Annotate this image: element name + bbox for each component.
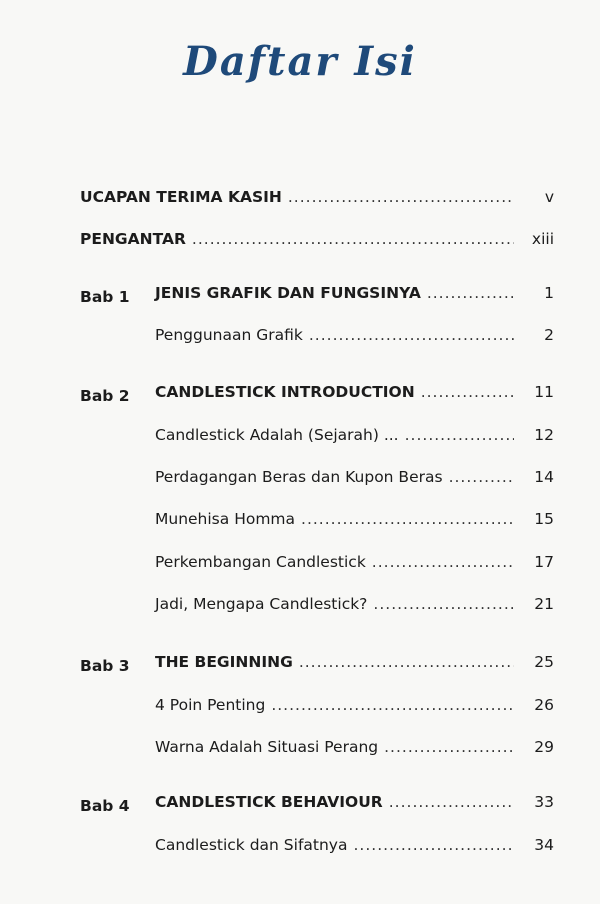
entry-page: 21	[534, 595, 554, 613]
toc-entry-chapter[interactable]	[155, 284, 554, 310]
dot-leader	[449, 468, 514, 486]
toc-entry-section[interactable]	[155, 738, 554, 764]
toc-entry-section[interactable]	[155, 426, 554, 452]
toc-entry-section[interactable]	[155, 510, 554, 536]
dot-leader	[427, 284, 514, 302]
entry-page: xiii	[531, 230, 554, 248]
dot-leader	[271, 696, 514, 714]
dot-leader	[299, 653, 514, 671]
dot-leader	[301, 510, 514, 528]
toc-entry-section[interactable]	[155, 696, 554, 722]
toc-entry-chapter[interactable]	[155, 383, 554, 409]
entry-page: 26	[534, 696, 554, 714]
entry-label: Munehisa Homma	[155, 510, 296, 528]
dot-leader	[353, 836, 514, 854]
toc-entry-chapter[interactable]	[155, 653, 554, 679]
entry-label: PENGANTAR	[80, 230, 186, 248]
entry-page: 14	[534, 468, 554, 486]
dot-leader	[288, 188, 514, 206]
entry-label: Perdagangan Beras dan Kupon Beras	[155, 468, 443, 486]
entry-label: 4 Poin Penting	[155, 696, 266, 714]
dot-leader	[373, 595, 514, 613]
entry-page: v	[544, 188, 554, 206]
toc-entry-front[interactable]	[80, 188, 554, 214]
toc-entry-section[interactable]	[155, 595, 554, 621]
page-title: Daftar Isi	[183, 38, 417, 85]
dot-leader	[192, 230, 514, 248]
chapter-number: Bab 2	[80, 387, 130, 405]
entry-label: JENIS GRAFIK DAN FUNGSINYA	[155, 284, 421, 302]
chapter-number: Bab 4	[80, 797, 130, 815]
dot-leader	[372, 553, 514, 571]
entry-page: 1	[544, 284, 554, 302]
chapter-number: Bab 3	[80, 657, 130, 675]
entry-label: Penggunaan Grafik	[155, 326, 303, 344]
toc-entry-chapter[interactable]	[155, 793, 554, 819]
entry-label: UCAPAN TERIMA KASIH	[80, 188, 282, 206]
entry-page: 15	[534, 510, 554, 528]
entry-page: 2	[544, 326, 554, 344]
toc-entry-section[interactable]	[155, 553, 554, 579]
dot-leader	[405, 426, 514, 444]
entry-label: CANDLESTICK BEHAVIOUR	[155, 793, 383, 811]
entry-page: 11	[534, 383, 554, 401]
entry-page: 12	[534, 426, 554, 444]
entry-page: 17	[534, 553, 554, 571]
entry-label: Candlestick Adalah (Sejarah) ...	[155, 426, 399, 444]
toc-entry-section[interactable]	[155, 836, 554, 862]
entry-page: 34	[534, 836, 554, 854]
entry-label: Jadi, Mengapa Candlestick?	[155, 595, 368, 613]
toc-entry-section[interactable]	[155, 468, 554, 494]
entry-label: Warna Adalah Situasi Perang	[155, 738, 379, 756]
dot-leader	[309, 326, 514, 344]
dot-leader	[389, 793, 514, 811]
entry-page: 29	[534, 738, 554, 756]
dot-leader	[384, 738, 514, 756]
dot-leader	[421, 383, 514, 401]
entry-label: Perkembangan Candlestick	[155, 553, 366, 571]
toc-entry-front[interactable]	[80, 230, 554, 256]
entry-label: Candlestick dan Sifatnya	[155, 836, 348, 854]
entry-page: 25	[534, 653, 554, 671]
entry-page: 33	[534, 793, 554, 811]
entry-label: THE BEGINNING	[155, 653, 293, 671]
entry-label: CANDLESTICK INTRODUCTION	[155, 383, 415, 401]
toc-entry-section[interactable]	[155, 326, 554, 352]
chapter-number: Bab 1	[80, 288, 130, 306]
